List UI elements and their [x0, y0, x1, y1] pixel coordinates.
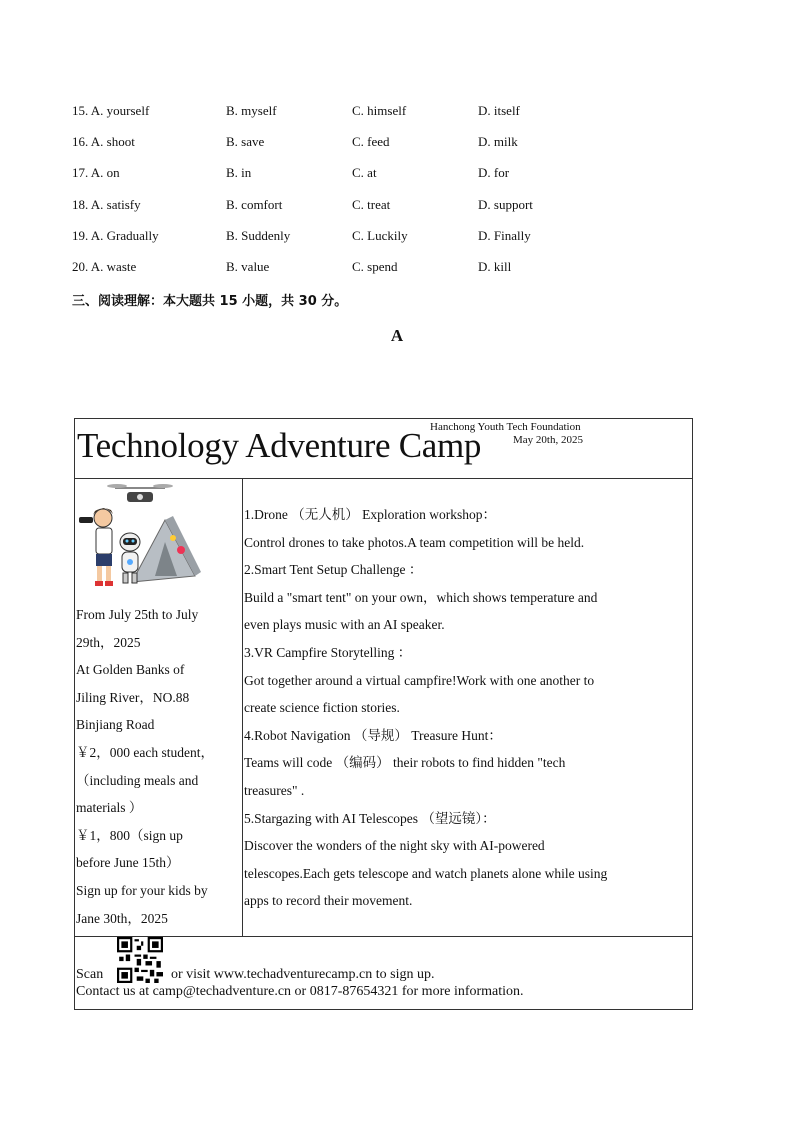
option-row — [72, 197, 672, 228]
activity-line: Got together around a virtual campfire!Work with one another to — [244, 672, 595, 688]
scan-label: Scan — [76, 967, 104, 982]
info-line: At Golden Banks of — [76, 662, 185, 678]
option-a: 15. A. yourself — [72, 103, 150, 118]
option-c: C. feed — [352, 134, 390, 150]
option-d: D. kill — [478, 258, 512, 274]
activity-line: 1.Drone （无人机） Exploration workshop： — [244, 507, 496, 522]
drone-icon — [107, 484, 173, 502]
option-a: 16. A. shoot — [72, 134, 135, 150]
poster-footer — [75, 936, 692, 1011]
contact-info: Contact us at camp@techadventure.cn or 0817-87654321 for more information. — [76, 984, 524, 999]
option-a: 20. A. waste — [72, 258, 137, 274]
option-b: B. save — [226, 134, 265, 150]
info-line: Sign up for your kids by — [76, 882, 208, 898]
option-d: D. for — [478, 165, 510, 181]
camp-info — [76, 601, 240, 932]
info-line: materials ） — [76, 800, 143, 816]
activity-line: telescopes.Each gets telescope and watch planets alone while using — [244, 865, 608, 881]
robot-icon — [120, 533, 140, 583]
info-line: Jiling River，NO.88 — [76, 689, 190, 705]
camp-details — [75, 478, 243, 936]
option-d: D. milk — [478, 134, 518, 150]
tent-icon — [132, 516, 201, 582]
option-b: B. value — [226, 258, 270, 274]
option-a: 19. A. Gradually — [72, 227, 159, 243]
signup-website-text: or visit www.techadventurecamp.cn to sign up. — [171, 967, 435, 982]
activity-line: treasures" . — [244, 782, 305, 798]
info-line: 29th，2025 — [76, 634, 141, 650]
kid-robot-tent-illustration — [77, 480, 201, 592]
activity-line: Control drones to take photos.A team competition will be held. — [244, 534, 585, 550]
kid-icon — [79, 508, 113, 586]
info-line: ￥1，800（sign up — [76, 827, 183, 843]
option-c: C. spend — [352, 258, 398, 274]
activity-line: 2.Smart Tent Setup Challenge ： — [244, 562, 423, 578]
option-c: C. at — [352, 165, 377, 181]
option-d: D. support — [478, 196, 533, 212]
option-d: D. Finally — [478, 227, 531, 243]
info-line: before June 15th） — [76, 855, 180, 871]
activity-list — [244, 501, 684, 915]
info-line: Binjiang Road — [76, 717, 155, 733]
activity-line: create science fiction stories. — [244, 700, 400, 716]
option-a: 17. A. on — [72, 165, 120, 181]
option-b: B. in — [226, 165, 252, 181]
info-line: From July 25th to July — [76, 607, 199, 622]
activity-line: apps to record their movement. — [244, 893, 413, 909]
option-b: B. myself — [226, 103, 277, 118]
option-b: B. Suddenly — [226, 227, 291, 243]
poster-date: May 20th, 2025 — [513, 434, 583, 446]
option-b: B. comfort — [226, 196, 283, 212]
camp-poster — [74, 418, 693, 1010]
section-heading: 三、阅读理解：本大题共 15 小题，共 30 分。 — [72, 294, 348, 309]
info-line: （including meals and — [76, 772, 199, 788]
activity-line: Build a "smart tent" on your own，which shows temperature and — [244, 589, 598, 605]
option-row — [72, 259, 672, 290]
option-c: C. Luckily — [352, 227, 408, 243]
option-row — [72, 134, 672, 165]
info-line: ￥2，000 each student， — [76, 744, 214, 760]
answer-options — [72, 103, 672, 290]
activity-line: Discover the wonders of the night sky with AI-powered — [244, 838, 545, 854]
organizer: Hanchong Youth Tech Foundation — [430, 421, 581, 433]
option-d: D. itself — [478, 103, 520, 118]
option-row — [72, 228, 672, 259]
option-c: C. treat — [352, 196, 391, 212]
poster-header — [75, 419, 692, 479]
qr-code-icon[interactable] — [117, 937, 163, 983]
activity-line: Teams will code （编码） their robots to find hidden "tech — [244, 755, 566, 771]
activity-line: 5.Stargazing with AI Telescopes （望远镜）： — [244, 810, 496, 826]
option-c: C. himself — [352, 103, 407, 118]
info-line: Jane 30th，2025 — [76, 910, 168, 926]
option-row — [72, 165, 672, 196]
poster-title: Technology Adventure Camp — [77, 426, 482, 465]
option-a: 18. A. satisfy — [72, 196, 141, 212]
activity-line: even plays music with an AI speaker. — [244, 617, 445, 633]
passage-label: A — [390, 326, 404, 345]
activity-line: 4.Robot Navigation （导规） Treasure Hunt： — [244, 727, 502, 743]
option-row — [72, 103, 672, 134]
activity-line: 3.VR Campfire Storytelling ： — [244, 644, 412, 660]
